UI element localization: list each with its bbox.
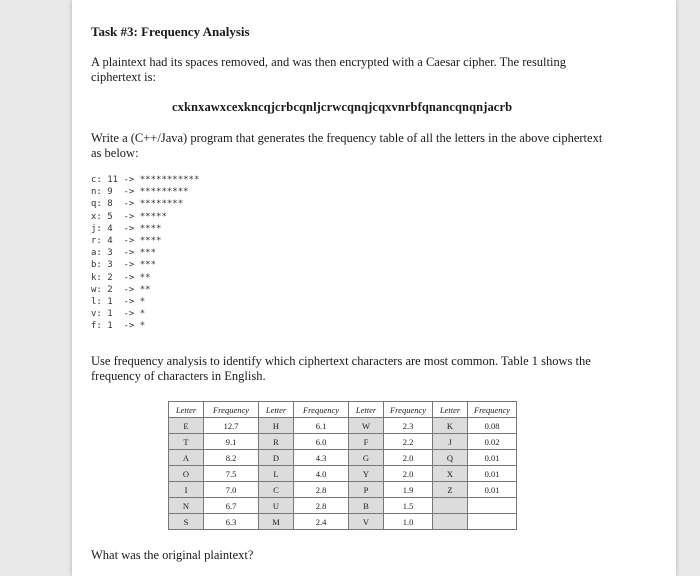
frequency-line: j: 4 -> **** [91,223,162,234]
table-cell: F [349,434,384,450]
table-cell: Z [433,482,468,498]
header-letter: Letter [433,402,468,418]
table-cell: 2.2 [384,434,433,450]
table-row [169,498,517,514]
table-cell: 8.2 [204,450,259,466]
frequency-line: l: 1 -> * [91,296,146,307]
table-cell: 0.08 [468,418,517,434]
table-cell: 2.8 [294,498,349,514]
table-row [169,450,517,466]
table-cell: 6.1 [294,418,349,434]
table-cell: Q [433,450,468,466]
table-cell: 0.01 [468,482,517,498]
table-cell: C [259,482,294,498]
frequency-output [91,174,199,332]
table-cell: 7.0 [204,482,259,498]
table-row [169,434,517,450]
table-cell: O [169,466,204,482]
document-page [72,0,676,576]
task-title: Task #3: Frequency Analysis [91,24,250,39]
table-cell: 12.7 [204,418,259,434]
table-cell: V [349,514,384,530]
table-cell: 2.8 [294,482,349,498]
table-cell: A [169,450,204,466]
table-cell: 1.5 [384,498,433,514]
table-cell [433,514,468,530]
header-letter: Letter [169,402,204,418]
table-cell: G [349,450,384,466]
table-cell: M [259,514,294,530]
table-cell: I [169,482,204,498]
table-cell: 1.9 [384,482,433,498]
question-text: What was the original plaintext? [91,548,254,562]
header-frequency: Frequency [294,402,349,418]
table-header-row [169,402,517,418]
table-cell: K [433,418,468,434]
table-cell: 9.1 [204,434,259,450]
table-cell: U [259,498,294,514]
table-cell: Y [349,466,384,482]
header-letter: Letter [349,402,384,418]
table-cell [433,498,468,514]
table-cell: 2.3 [384,418,433,434]
table-cell: 6.7 [204,498,259,514]
table-cell: 2.0 [384,450,433,466]
table-cell: N [169,498,204,514]
table-row [169,466,517,482]
frequency-line: f: 1 -> * [91,321,146,332]
frequency-line: k: 2 -> ** [91,272,151,283]
table-cell: 0.02 [468,434,517,450]
table-cell: T [169,434,204,450]
frequency-line: a: 3 -> *** [91,248,157,259]
table-cell: X [433,466,468,482]
table-cell [468,514,517,530]
frequency-line: v: 1 -> * [91,309,146,320]
table-row [169,482,517,498]
table-cell: R [259,434,294,450]
ciphertext: cxknxawxcexkncqjcrbcqnljcrwcqnqjcqxvnrbfqnancqnqnjacrb [172,100,513,114]
instruction-paragraph: Write a (C++/Java) program that generates the frequency table of all the letters in the above ciphertext as below: [91,131,603,160]
analysis-paragraph: Use frequency analysis to identify which ciphertext characters are most common. Table 1 shows the frequency of characters in English. [91,354,591,383]
frequency-line: r: 4 -> **** [91,235,162,246]
table-cell: E [169,418,204,434]
header-frequency: Frequency [468,402,517,418]
table-cell: P [349,482,384,498]
table-cell: 6.3 [204,514,259,530]
header-frequency: Frequency [204,402,259,418]
english-frequency-table [168,401,517,530]
table-cell: 1.0 [384,514,433,530]
table-cell: 7.5 [204,466,259,482]
table-cell: 0.01 [468,450,517,466]
table-cell: 4.3 [294,450,349,466]
frequency-line: q: 8 -> ******** [91,199,184,210]
frequency-line: b: 3 -> *** [91,260,157,271]
table-cell: 2.4 [294,514,349,530]
table-cell [468,498,517,514]
table-cell: D [259,450,294,466]
frequency-line: c: 11 -> *********** [91,175,200,185]
frequency-line: n: 9 -> ********* [91,187,189,198]
table-cell: 6.0 [294,434,349,450]
table-cell: B [349,498,384,514]
table-cell: 2.0 [384,466,433,482]
table-cell: L [259,466,294,482]
table-row [169,514,517,530]
table-cell: H [259,418,294,434]
table-cell: 4.0 [294,466,349,482]
header-frequency: Frequency [384,402,433,418]
intro-paragraph: A plaintext had its spaces removed, and was then encrypted with a Caesar cipher. The resulting ciphertext is: [91,55,566,84]
table-cell: J [433,434,468,450]
table-cell: S [169,514,204,530]
table-cell: 0.01 [468,466,517,482]
table-row [169,418,517,434]
frequency-line: w: 2 -> ** [91,284,151,295]
frequency-line: x: 5 -> ***** [91,211,167,222]
header-letter: Letter [259,402,294,418]
table-cell: W [349,418,384,434]
